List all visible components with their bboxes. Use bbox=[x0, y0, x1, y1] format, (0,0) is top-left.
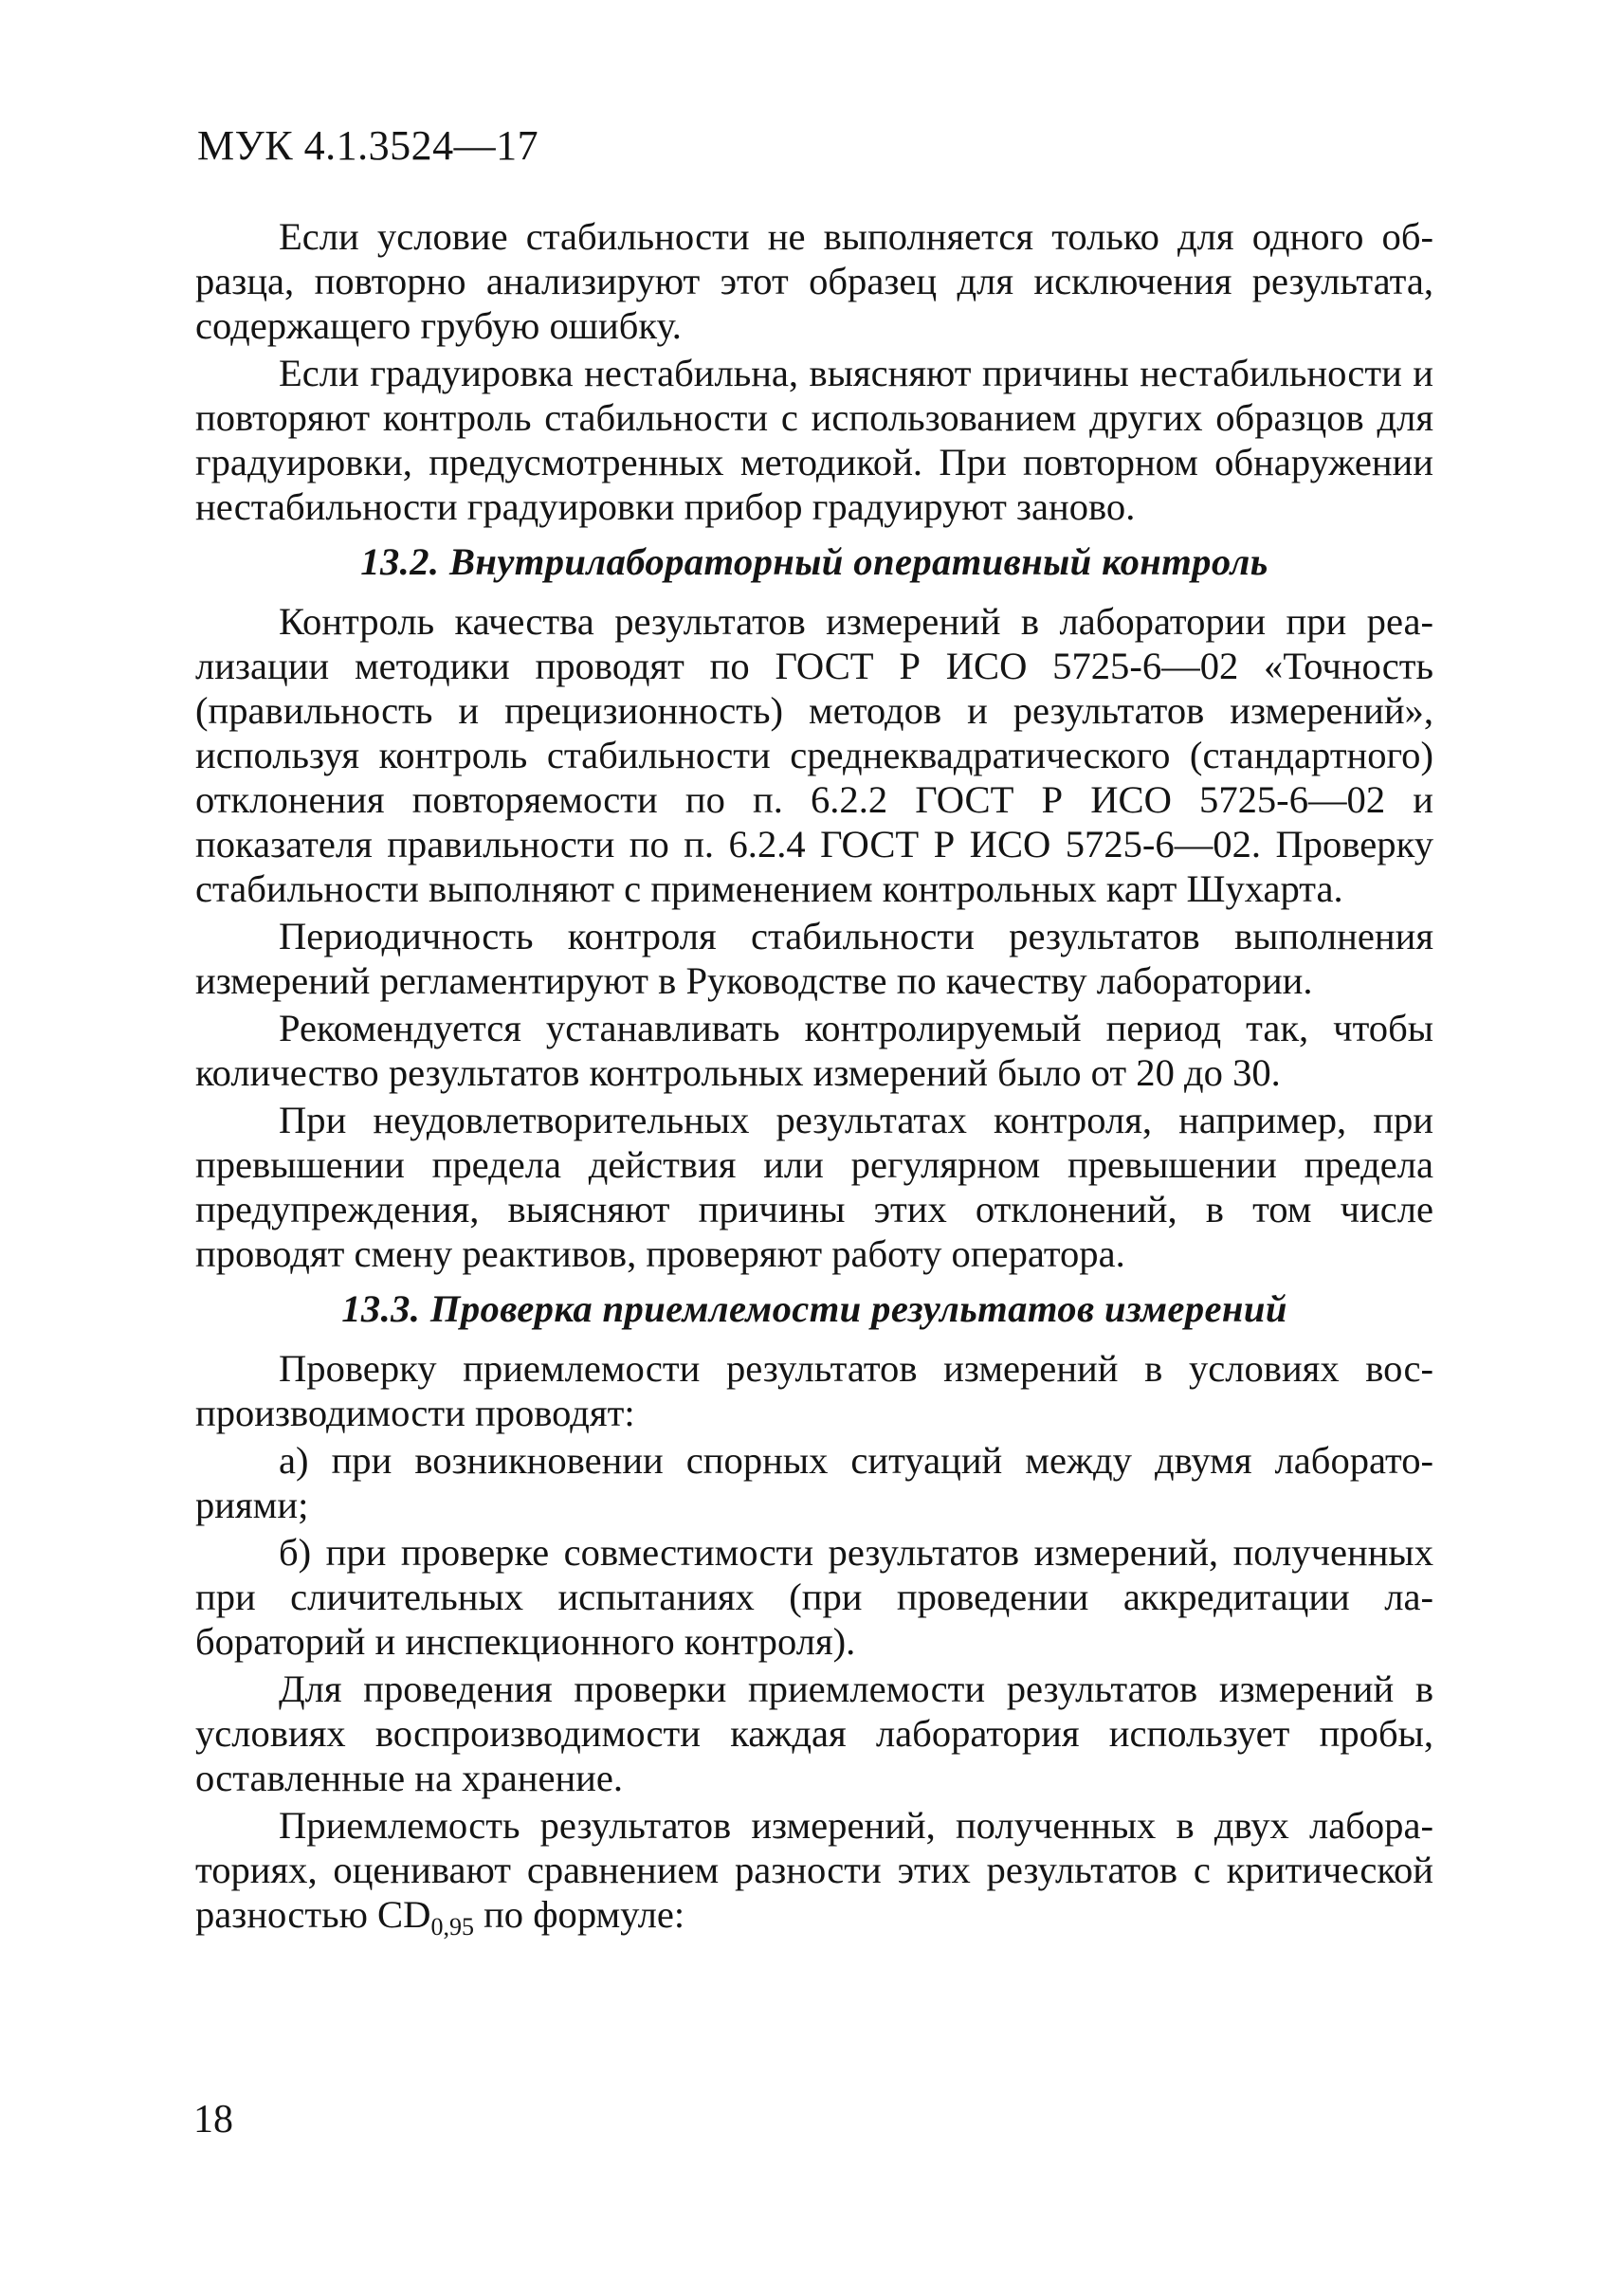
document-code-header: МУК 4.1.3524—17 bbox=[197, 122, 539, 169]
paragraph-critical-difference bbox=[195, 1803, 1433, 1941]
page-body bbox=[195, 214, 1433, 1940]
critical-difference-text-end: по формуле: bbox=[473, 1893, 685, 1936]
section-heading-13-3: 13.3. Проверка приемлемости результатов измерений bbox=[341, 1287, 1287, 1330]
critical-difference-text: Приемлемость результатов измерений, полученных в двух лабораториях, оценивают сравнением разности этих результатов с критической разностью CD bbox=[195, 1804, 1433, 1936]
list-item-b-compatibility: б) при проверке совместимости результатов измерений, полученных при сличительных испытаниях (при проведении аккредитации лабораторий и инспекционного контроля). bbox=[195, 1531, 1433, 1663]
paragraph-stability-single-sample: Если условие стабильности не выполняется только для одного образца, повторно анализируют этот образец для исключения результата, содержащего грубую ошибку. bbox=[195, 215, 1433, 347]
paragraph-control-periodicity: Периодичность контроля стабильности результатов выполнения измерений регламентируют в Руководстве по качеству лаборатории. bbox=[195, 915, 1433, 1002]
critical-difference-subscript: 0,95 bbox=[430, 1913, 474, 1941]
paragraph-control-period: Рекомендуется устанавливать контролируемый период так, чтобы количество результатов контрольных измерений было от 20 до 30. bbox=[195, 1007, 1433, 1094]
section-heading-13-2: 13.2. Внутрилабораторный оперативный контроль bbox=[360, 540, 1268, 583]
paragraph-stored-samples: Для проведения проверки приемлемости результатов измерений в условиях воспроизводимости каждая лаборатория использует пробы, оставленные на хранение. bbox=[195, 1667, 1433, 1799]
paragraph-acceptability-check: Проверку приемлемости результатов измерений в условиях воспроизводимости проводят: bbox=[195, 1347, 1433, 1434]
paragraph-quality-control: Контроль качества результатов измерений в лаборатории при реализации методики проводят по ГОСТ Р ИСО 5725-6—02 «Точность (правильность и прецизионность) методов и результатов измерений», используя контроль стабильности среднеквадратического (стандартного) отклонения повторяемости по п. 6.2.2 ГОСТ Р ИСО 5725-6—02 и показателя правильности по п. 6.2.4 ГОСТ Р ИСО 5725-6—02. Проверку стабильности выполняют с применением контрольных карт Шухарта. bbox=[195, 600, 1433, 910]
paragraph-unsatisfactory-results: При неудовлетворительных результатах контроля, например, при превышении предела действия или регулярном превышении предела предупреждения, выясняют причины этих отклонений, в том числе проводят смену реактивов, проверяют работу оператора. bbox=[195, 1099, 1433, 1275]
paragraph-calibration-unstable: Если градуировка нестабильна, выясняют причины нестабильности и повторяют контроль стабильности с использованием других образцов для градуировки, предусмотренных методикой. При повторном обнаружении нестабильности градуировки прибор градуируют заново. bbox=[195, 352, 1433, 528]
page-number: 18 bbox=[193, 2098, 233, 2141]
list-item-a-disputes: а) при возникновении спорных ситуаций между двумя лабораториями; bbox=[195, 1439, 1433, 1526]
